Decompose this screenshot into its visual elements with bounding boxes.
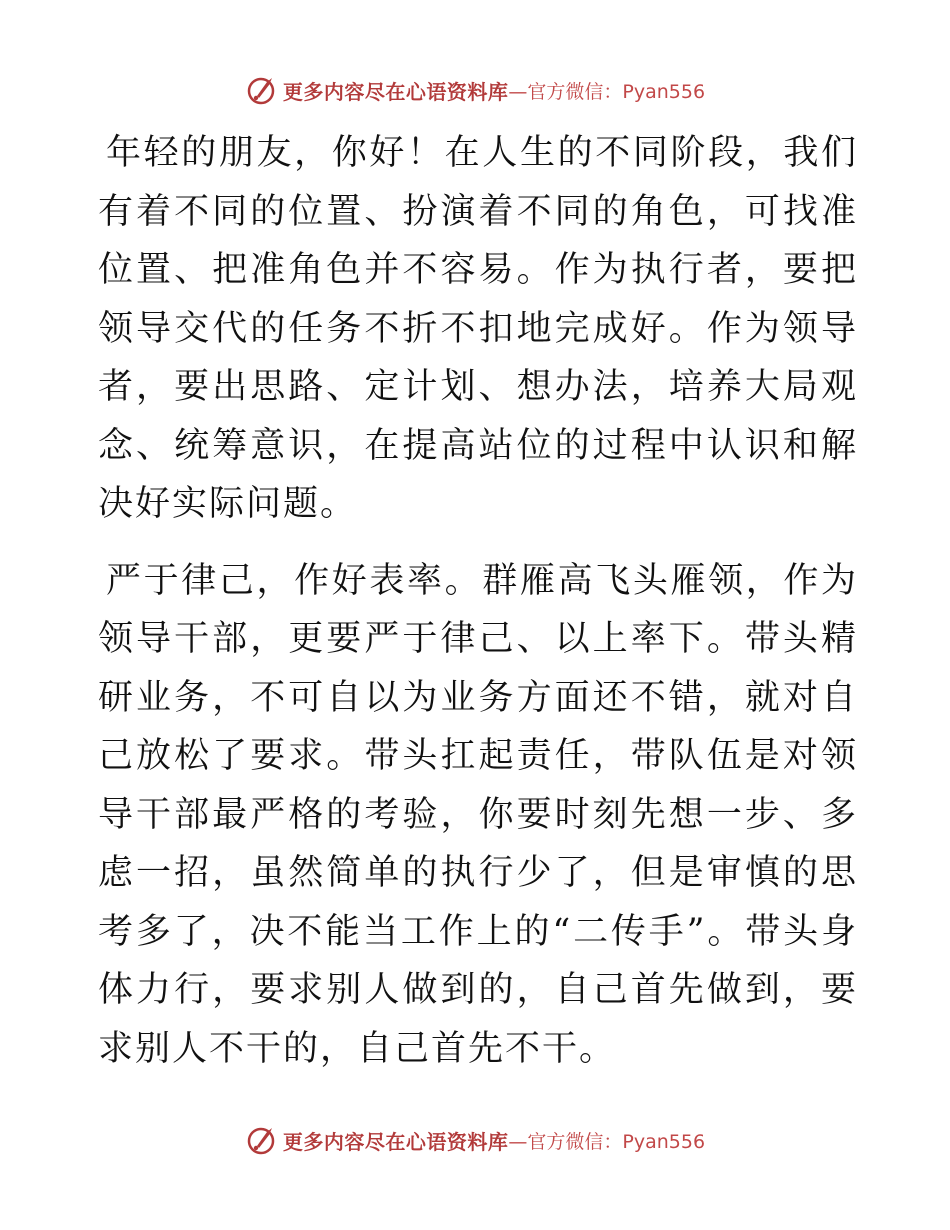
pen-nib-logo-icon xyxy=(245,74,277,106)
paragraph-intro: 年轻的朋友，你好！在人生的不同阶段，我们有着不同的位置、扮演着不同的角色，可找准位置、把准角色并不容易。作为执行者，要把领导交代的任务不折不扣地完成好。作为领导者，要出思路、定计划、想办法，培养大局观念、统筹意识，在提高站位的过程中认识和解决好实际问题。 xyxy=(98,133,858,524)
paragraph-self-discipline: 严于律己，作好表率。群雁高飞头雁领，作为领导干部，更要严于律己、以上率下。带头精研业务，不可自以为业务方面还不错，就对自己放松了要求。带头扛起责任，带队伍是对领导干部最严格的考验，你要时刻先想一步、多虑一招，虽然简单的执行少了，但是审慎的思考多了，决不能当工作上的“二传手”。带头身体力行，要求别人做到的，自己首先做到，要求别人不干的，自己首先不干。 xyxy=(98,560,858,1069)
footer-watermark-text xyxy=(283,1126,705,1155)
header-watermark-text xyxy=(283,76,705,105)
footer-brand-text: 更多内容尽在心语资料库 xyxy=(282,1129,509,1154)
header-watermark-banner xyxy=(0,70,950,110)
footer-contact-text: —官方微信：Pyan556 xyxy=(508,1130,706,1153)
header-brand-text: 更多内容尽在心语资料库 xyxy=(282,79,509,104)
document-body xyxy=(98,124,858,1096)
pen-nib-logo-icon xyxy=(245,1124,277,1156)
footer-watermark-banner xyxy=(0,1120,950,1160)
header-contact-text: —官方微信：Pyan556 xyxy=(508,80,706,103)
